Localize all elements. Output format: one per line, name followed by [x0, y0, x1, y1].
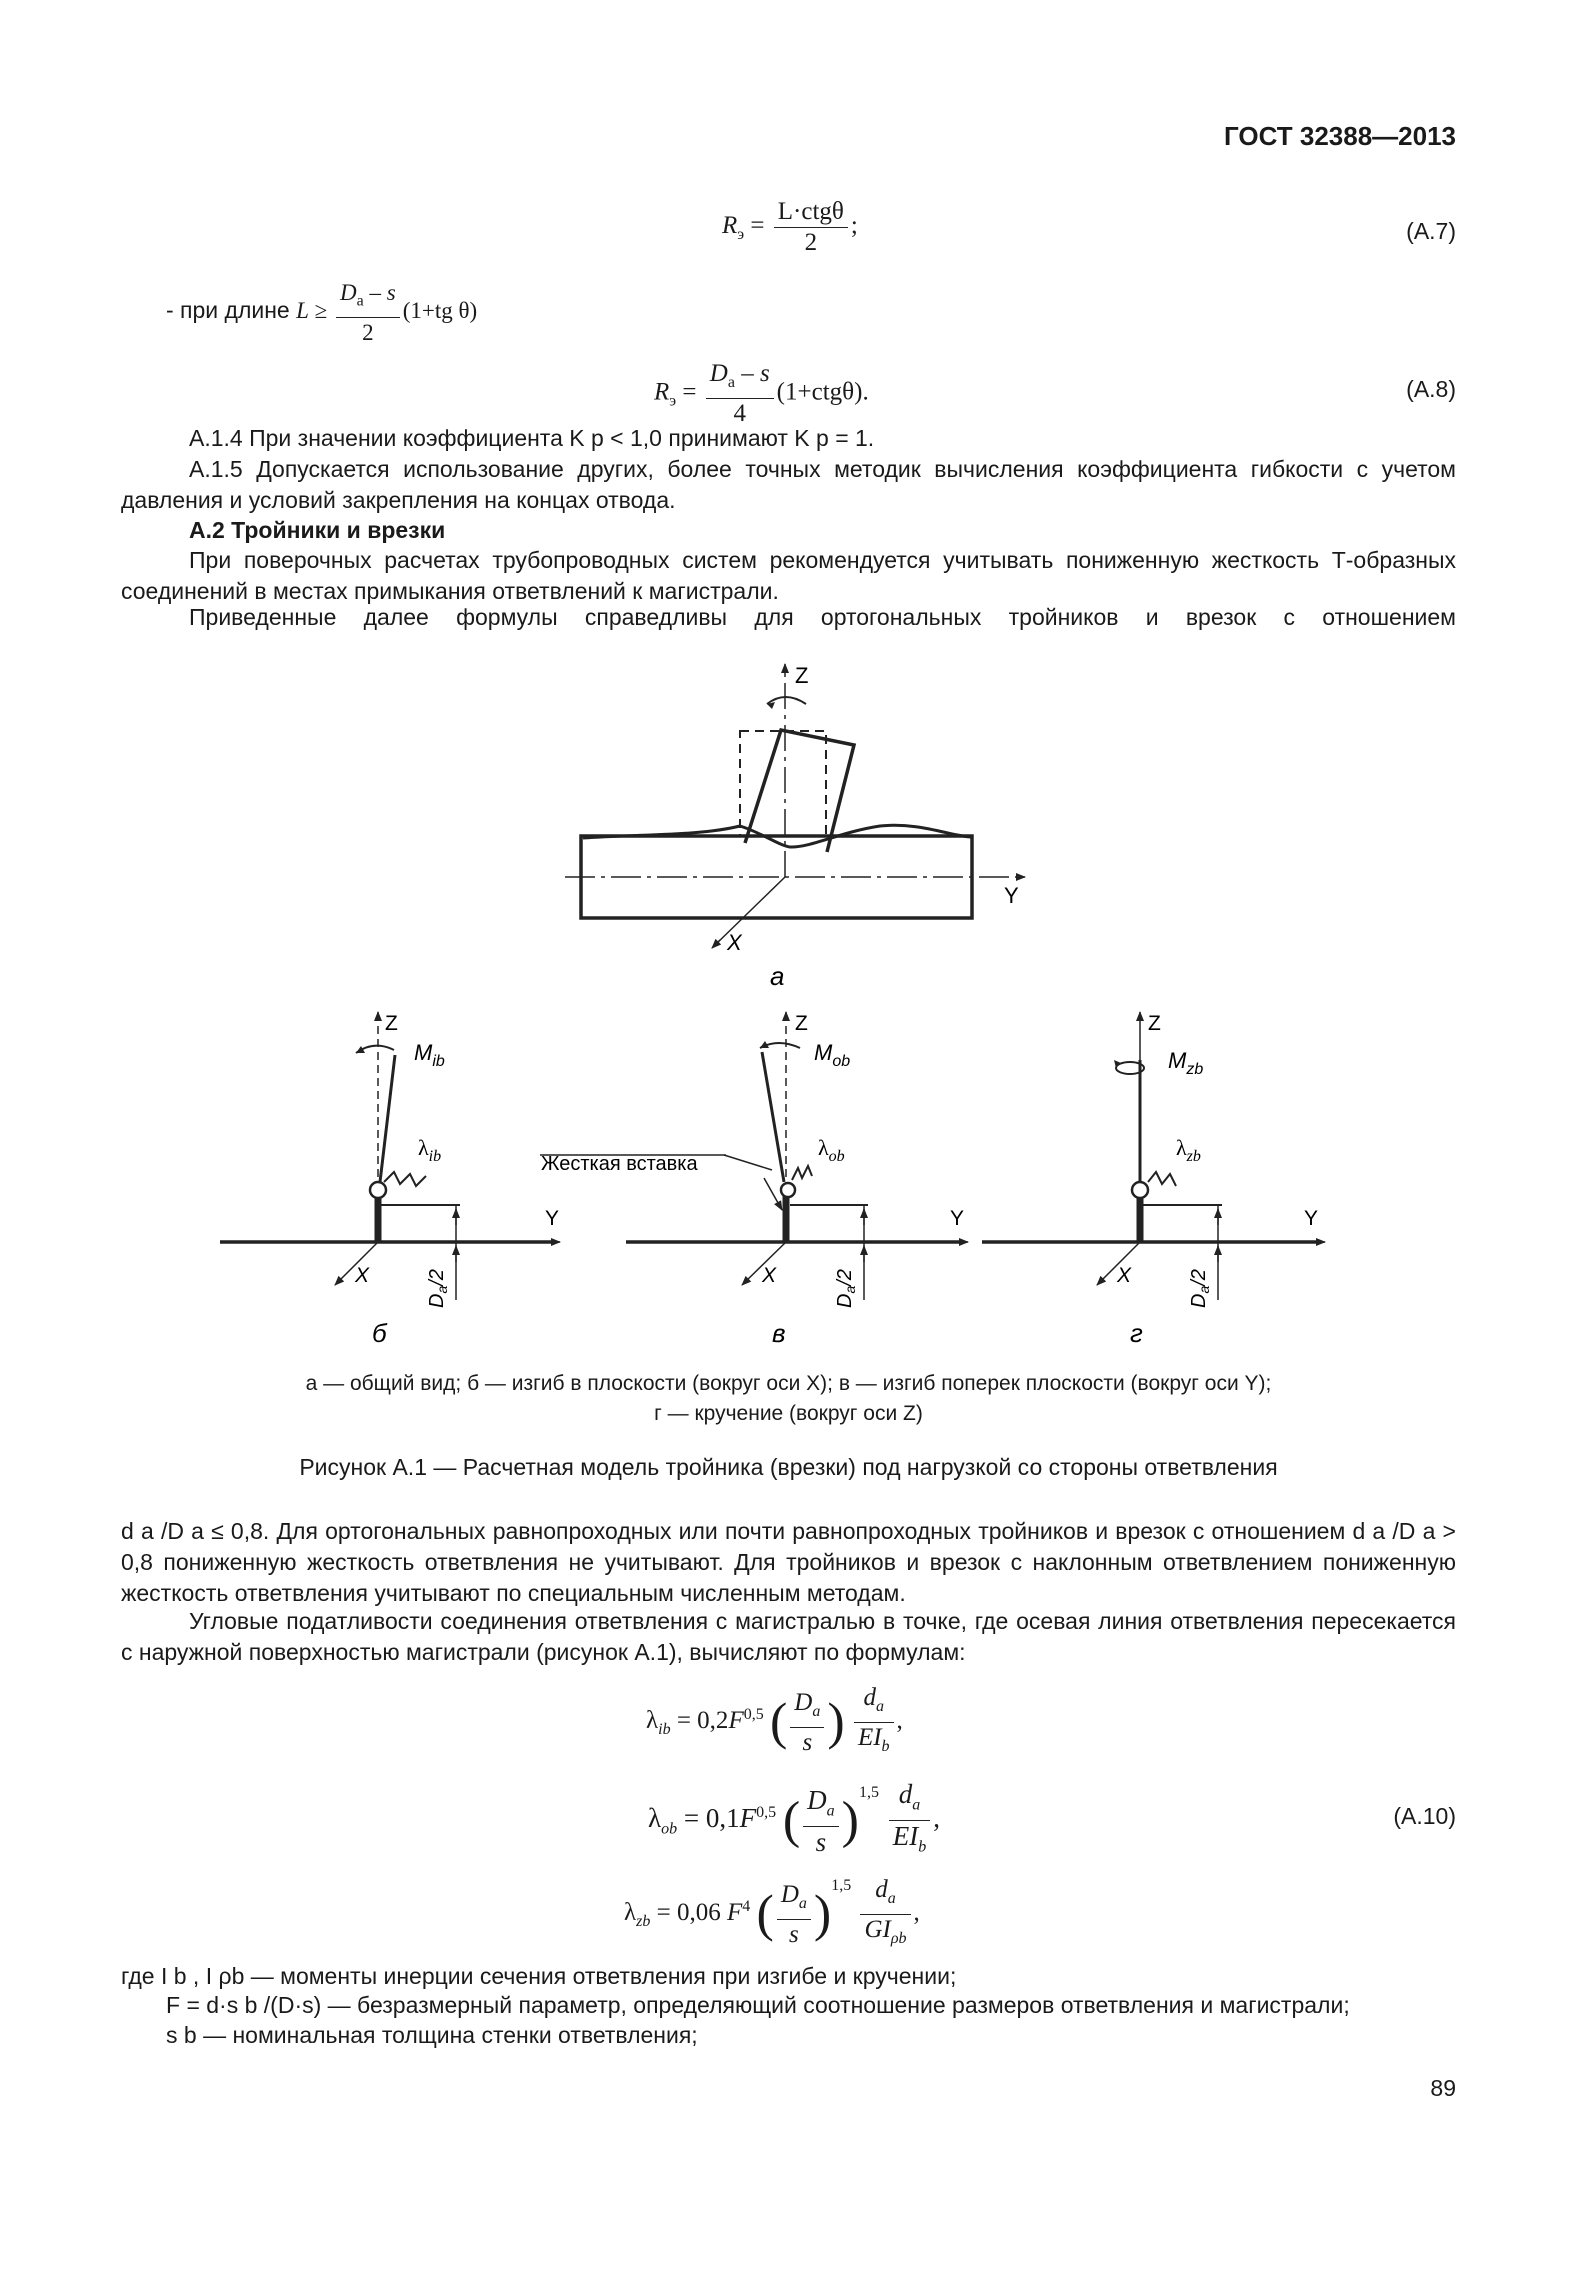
view-a [565, 664, 1025, 948]
cond-num-sub: a [356, 292, 364, 310]
view-label-b: б [372, 1318, 387, 1348]
branch-b [380, 1055, 395, 1182]
equation-a8: $R_э$ = $\frac{D_a - s}{4}$ (1+ctgθ). [654, 360, 869, 427]
joint-b [370, 1182, 386, 1198]
where-line-2: F = d·s b /(D·s) — безразмерный параметр, определяющий соотношение размеров ответвления и магистрали; [166, 1992, 1350, 2018]
equation-a7: $R_э$ = $\frac{\text{L·ctgθ}}{2}$ ; [722, 198, 858, 256]
view-b [220, 1012, 560, 1300]
view-g [982, 1012, 1325, 1300]
figure-caption-line2: г — кручение (вокруг оси Z) [654, 1402, 923, 1425]
cond-num-tail: – s [369, 280, 396, 305]
where-line-1: где I b , I ρb — моменты инерции сечения ответвления при изгибе и кручении; [121, 1963, 957, 1989]
equation-number-a7: (А.7) [1406, 218, 1456, 244]
joint-v [781, 1183, 795, 1197]
axis-z-label-v: Z [795, 1012, 808, 1035]
eq-a7-lhs-sub: э [737, 226, 745, 244]
equation-lambda-zb: $\lambda_{zb} = 0,06$ $F^4$ ( $\frac{D_a}{s}$ )$^{1,5}$ $\frac{d_a}{GI_{\rho b}}$ , [624, 1876, 920, 1948]
eq-a8-lhs-sub: э [669, 392, 677, 410]
view-label-g: г [1130, 1318, 1143, 1348]
document-header: ГОСТ 32388—2013 [1224, 121, 1456, 151]
x-axis-a [713, 877, 785, 947]
axis-y-label-v: Y [950, 1207, 965, 1230]
paragraph-a15: А.1.5 Допускается использование других, более точных методик вычисления коэффициента гибкости с учетом давления и условий закрепления на концах отвода. [121, 456, 1456, 513]
da2-label-v: $D_a/2$ [834, 1269, 858, 1308]
rigid-insert-label: Жесткая вставка [541, 1153, 698, 1175]
joint-g [1132, 1182, 1148, 1198]
da2-label-b: $D_a/2$ [426, 1269, 450, 1308]
axis-y-label-g: Y [1304, 1207, 1319, 1230]
heading-a2: А.2 Тройники и врезки [189, 517, 446, 543]
moment-label-b: $M_{ib}$ [414, 1040, 445, 1070]
branch-v [762, 1052, 784, 1182]
rigid-insert-leader [724, 1155, 772, 1170]
cond-tail: (1+tg θ) [402, 298, 478, 324]
moment-label-g: $M_{zb}$ [1168, 1048, 1204, 1078]
paragraph-ratio: d a /D a ≤ 0,8. Для ортогональных равнопроходных или почти равнопроходных тройников и врезок с отношением d a /D a > 0,8 пониженную жесткость ответвления не учитывают. Для тройников и врезок с наклонным ответвлением пониженную жесткость ответвления учитывают по специальным численным методам. [121, 1518, 1456, 1606]
eq-a8-den: 4 [733, 400, 746, 427]
lambda-label-g: $\lambda_{zb}$ [1176, 1135, 1201, 1165]
figure-caption-line1: а — общий вид; б — изгиб в плоскости (вокруг оси X); в — изгиб поперек плоскости (вокруг оси Y); [305, 1372, 1272, 1395]
eq-a7-numerator: L·ctgθ [774, 198, 848, 228]
where-line-3: s b — номинальная толщина стенки ответвления; [166, 2022, 698, 2048]
eq-a8-num: D [709, 360, 728, 387]
axis-x-label-a: X [727, 930, 742, 955]
cond-text: - при длине [166, 297, 290, 324]
axis-x-label-b: X [355, 1264, 370, 1287]
paragraph-compliance: Угловые податливости соединения ответвления с магистралью в точке, где осевая линия ответвления пересекается с наружной поверхностью магистрали (рисунок А.1), вычисляют по формулам: [121, 1608, 1456, 1665]
lambda-label-b: $\lambda_{ib}$ [418, 1135, 442, 1165]
equation-number-a10: (А.10) [1393, 1803, 1456, 1829]
axis-y-label-a: Y [1004, 883, 1019, 908]
eq-a8-tail: (1+ctgθ). [776, 378, 869, 406]
cond-var: L [296, 298, 309, 324]
paragraph-a14: А.1.4 При значении коэффициента K p < 1,0 принимают K p = 1. [189, 425, 875, 451]
equation-number-a8: (А.8) [1406, 376, 1456, 402]
axis-y-label-b: Y [545, 1207, 560, 1230]
eq-a7-lhs: R [722, 212, 738, 240]
view-label-v: в [772, 1318, 786, 1348]
lambda-label-v: $\lambda_{ob}$ [818, 1135, 845, 1165]
da2-label-g: $D_a/2$ [1188, 1269, 1212, 1308]
spring-g [1148, 1172, 1176, 1186]
eq-a7-denominator: 2 [804, 229, 818, 256]
page-number: 89 [1430, 2075, 1456, 2101]
paragraph-tees-2: Приведенные далее формулы справедливы для ортогональных тройников и врезок с отношением [189, 604, 1456, 630]
eq-a8-num-tail: – s [741, 360, 770, 387]
cond-den: 2 [362, 319, 374, 345]
view-label-a: а [770, 961, 785, 991]
axis-x-label-g: X [1117, 1264, 1132, 1287]
eq-a8-num-sub: a [727, 374, 735, 391]
axis-z-label-a: Z [795, 663, 809, 688]
axis-z-label-g: Z [1148, 1012, 1161, 1035]
cond-num: D [340, 280, 357, 305]
paragraph-tees-1: При поверочных расчетах трубопроводных систем рекомендуется учитывать пониженную жесткость Т-образных соединений в местах примыкания ответвлений к магистрали. [121, 547, 1456, 604]
equation-lambda-ib: $\lambda_{ib} = 0,2F^{0,5}$ ( $\frac{D_a}{s}$ ) $\frac{d_a}{EI_b}$ , [646, 1684, 903, 1756]
spring-b [384, 1172, 426, 1186]
spring-v [792, 1166, 812, 1180]
figure-title: Рисунок А.1 — Расчетная модель тройника (врезки) под нагрузкой со стороны ответвления [299, 1454, 1278, 1480]
equation-lambda-ob: $\lambda_{ob} = 0,1F^{0,5}$ ( $\frac{D_a}{s}$ )$^{1,5}$ $\frac{d_a}{EI_b}$ , [648, 1779, 940, 1858]
eq-a7-tail: ; [850, 212, 858, 240]
cond-rel: ≥ [314, 298, 328, 324]
axis-x-label-v: X [762, 1264, 777, 1287]
moment-label-v: $M_{ob}$ [814, 1040, 851, 1070]
eq-a8-lhs: R [654, 378, 670, 406]
axis-z-label-b: Z [385, 1012, 398, 1035]
